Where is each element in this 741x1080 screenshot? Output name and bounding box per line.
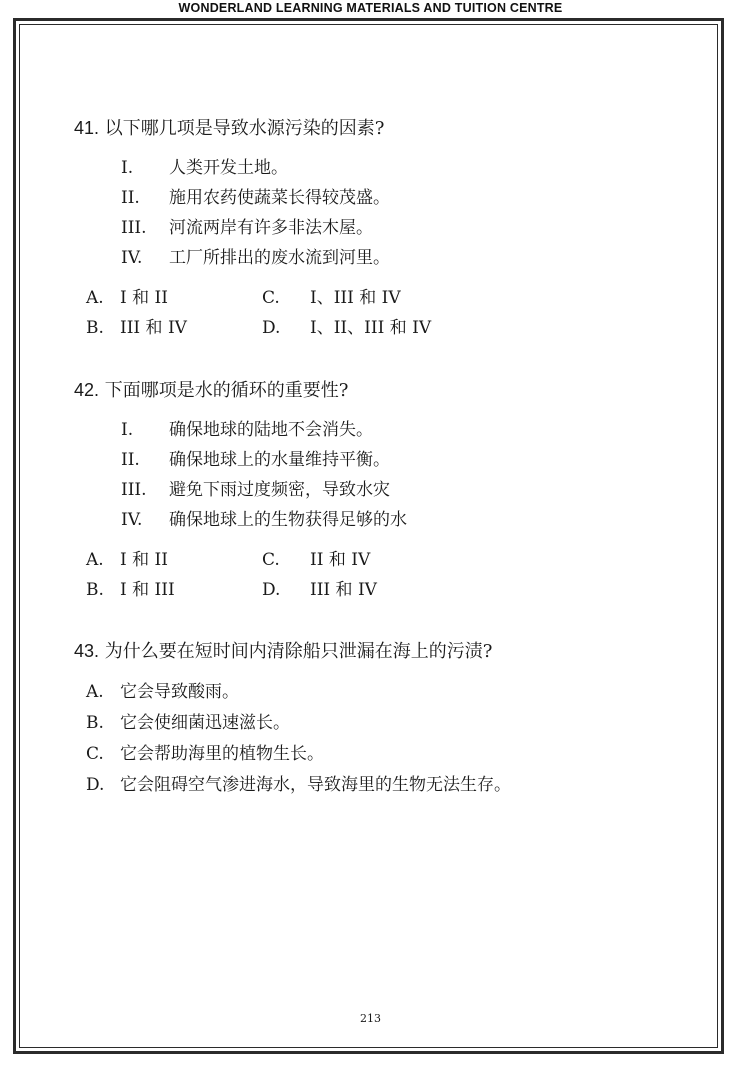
question-42-statement-4 [121, 508, 407, 532]
statement-roman: IV. [121, 248, 143, 268]
option-text: I 和 II [120, 288, 168, 308]
question-42-number: 42. [74, 380, 100, 400]
option-letter: D. [262, 580, 281, 600]
option-letter: A. [86, 550, 104, 570]
statement-roman: IV. [121, 510, 143, 530]
question-41-statement-1 [121, 156, 288, 180]
question-42-option-b[interactable] [86, 578, 175, 602]
statement-roman: III. [121, 218, 147, 238]
question-42-statement-2 [121, 448, 390, 472]
option-letter: C. [262, 288, 280, 308]
question-41-option-c[interactable] [262, 286, 401, 310]
question-42-statement-3 [121, 478, 390, 502]
statement-text: 河流两岸有许多非法木屋。 [169, 218, 373, 238]
option-text: 它会阻碍空气渗进海水，导致海里的生物无法生存。 [120, 775, 511, 795]
option-letter: D. [86, 775, 105, 795]
option-letter: A. [86, 288, 104, 308]
question-41-option-a[interactable] [86, 286, 168, 310]
option-text: 它会帮助海里的植物生长。 [120, 744, 324, 764]
question-43-option-c[interactable] [86, 742, 324, 766]
question-43-option-d[interactable] [86, 773, 511, 797]
option-letter: B. [86, 713, 104, 733]
statement-roman: III. [121, 480, 147, 500]
question-41-statement-4 [121, 246, 390, 270]
option-letter: C. [86, 744, 104, 764]
page-number: 213 [360, 1012, 381, 1025]
question-41-text: 以下哪几项是导致水源污染的因素? [104, 118, 385, 139]
statement-roman: II. [121, 450, 140, 470]
statement-roman: I. [121, 158, 134, 178]
question-41-number: 41. [74, 118, 100, 138]
option-letter: D. [262, 318, 281, 338]
question-41-statement-3 [121, 216, 373, 240]
question-41-statement-2 [121, 186, 390, 210]
page-header: WONDERLAND LEARNING MATERIALS AND TUITION CENTRE [178, 1, 563, 15]
statement-text: 工厂所排出的废水流到河里。 [169, 248, 390, 268]
question-43-number: 43. [74, 641, 100, 661]
option-text: I 和 III [120, 580, 175, 600]
question-43-option-a[interactable] [86, 680, 239, 704]
statement-text: 施用农药使蔬菜长得较茂盛。 [169, 188, 390, 208]
option-letter: A. [86, 682, 104, 702]
question-43-text: 为什么要在短时间内清除船只泄漏在海上的污渍? [104, 641, 493, 662]
option-text: III 和 IV [310, 580, 377, 600]
question-42-option-c[interactable] [262, 548, 370, 572]
statement-text: 确保地球的陆地不会消失。 [169, 420, 373, 440]
statement-text: 避免下雨过度频密，导致水灾 [169, 480, 390, 500]
option-text: I、III 和 IV [310, 288, 401, 308]
option-letter: B. [86, 580, 104, 600]
question-41-title [74, 116, 384, 141]
option-letter: B. [86, 318, 104, 338]
question-42-text: 下面哪项是水的循环的重要性? [104, 380, 349, 401]
page-border [13, 18, 724, 1054]
question-42-title [74, 378, 348, 403]
question-42-statement-1 [121, 418, 373, 442]
statement-text: 确保地球上的水量维持平衡。 [169, 450, 390, 470]
question-41-option-d[interactable] [262, 316, 431, 340]
question-41-option-b[interactable] [86, 316, 187, 340]
option-letter: C. [262, 550, 280, 570]
question-42-option-d[interactable] [262, 578, 377, 602]
option-text: II 和 IV [310, 550, 371, 570]
question-42-option-a[interactable] [86, 548, 168, 572]
option-text: 它会导致酸雨。 [120, 682, 239, 702]
statement-roman: I. [121, 420, 134, 440]
option-text: I、II、III 和 IV [310, 318, 432, 338]
option-text: 它会使细菌迅速滋长。 [120, 713, 290, 733]
question-43-title [74, 639, 492, 664]
statement-roman: II. [121, 188, 140, 208]
statement-text: 人类开发土地。 [169, 158, 288, 178]
statement-text: 确保地球上的生物获得足够的水 [169, 510, 407, 530]
option-text: I 和 II [120, 550, 168, 570]
question-43-option-b[interactable] [86, 711, 290, 735]
option-text: III 和 IV [120, 318, 187, 338]
